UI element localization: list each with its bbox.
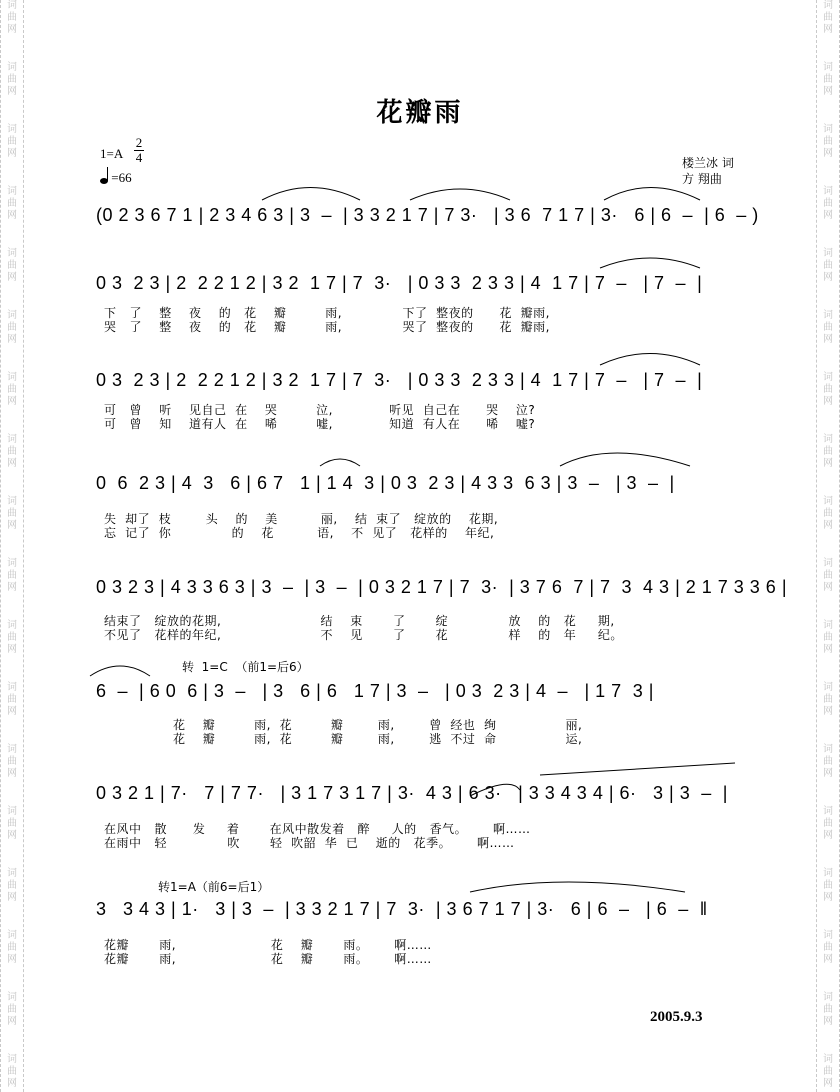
- watermark-char: 网: [7, 458, 17, 469]
- watermark-char: 网: [823, 582, 833, 593]
- lyric-verse-1: 花瓣 雨, 花 瓣 雨。 啊……: [104, 938, 432, 952]
- watermark-char: 曲: [7, 74, 17, 85]
- notation: 0 3 2 3 | 4 3 3 6 3 | 3 – | 3 – | 0 3 2 1 7 | 7 3· | 3 7 6 7 | 7 3 4 3 | 2 1 7 3 3 6 |: [96, 577, 787, 597]
- watermark-char: 网: [7, 396, 17, 407]
- watermark-char: 曲: [823, 1004, 833, 1015]
- watermark-char: 曲: [823, 384, 833, 395]
- watermark-char: 词: [823, 806, 833, 817]
- watermark-char: 网: [7, 520, 17, 531]
- watermark-char: 词: [823, 558, 833, 569]
- watermark-char: 网: [7, 954, 17, 965]
- watermark-char: 曲: [823, 818, 833, 829]
- score-line-8: [96, 880, 746, 968]
- score-line-2: [96, 272, 746, 342]
- lyric-verse-1: 结束了 绽放的花期, 结 束 了 绽 放 的 花 期,: [104, 614, 615, 628]
- watermark-char: 网: [823, 892, 833, 903]
- lyric-verse-1: 下 了 整 夜 的 花 瓣 雨, 下了 整夜的 花 瓣雨,: [104, 306, 550, 320]
- watermark-char: 词: [7, 806, 17, 817]
- meter-bottom: 4: [135, 150, 143, 165]
- right-margin-watermark: [816, 0, 840, 1092]
- watermark-char: 网: [7, 210, 17, 221]
- score-line-5: [96, 576, 787, 646]
- watermark-char: 词: [823, 62, 833, 73]
- watermark-char: 网: [823, 830, 833, 841]
- lyric-verse-2: 在雨中 轻 吹 轻 吹韶 华 已 逝的 花季。 啊……: [104, 836, 515, 850]
- notation: 0 6 2 3 | 4 3 6 | 6 7 1 | 1 4 3 | 0 3 2 3 | 4 3 3 6 3 | 3 – | 3 – |: [96, 473, 675, 493]
- watermark-char: 曲: [823, 508, 833, 519]
- watermark-char: 词: [7, 744, 17, 755]
- watermark-char: 曲: [7, 508, 17, 519]
- meter-top: 2: [135, 135, 143, 150]
- watermark-char: 网: [7, 148, 17, 159]
- watermark-char: 曲: [823, 446, 833, 457]
- watermark-char: 曲: [823, 570, 833, 581]
- watermark-char: 网: [823, 334, 833, 345]
- watermark-char: 网: [823, 644, 833, 655]
- watermark-char: 词: [7, 124, 17, 135]
- watermark-char: 词: [823, 930, 833, 941]
- watermark-char: 曲: [7, 136, 17, 147]
- score-line-6: [96, 660, 746, 750]
- watermark-char: 网: [7, 86, 17, 97]
- watermark-char: 词: [823, 186, 833, 197]
- watermark-char: 曲: [7, 694, 17, 705]
- song-title: 花瓣雨: [376, 98, 464, 128]
- watermark-char: 曲: [7, 384, 17, 395]
- watermark-char: 曲: [7, 942, 17, 953]
- key-signature: 1=A: [100, 146, 124, 161]
- watermark-char: 曲: [7, 756, 17, 767]
- watermark-char: 网: [7, 830, 17, 841]
- watermark-char: 曲: [823, 74, 833, 85]
- watermark-char: 网: [823, 86, 833, 97]
- score-line-1: [96, 204, 759, 244]
- watermark-char: 曲: [7, 322, 17, 333]
- watermark-char: 词: [823, 310, 833, 321]
- watermark-char: 曲: [7, 570, 17, 581]
- lyric-verse-1: 在风中 散 发 着 在风中散发着 醉 人的 香气。 啊……: [104, 822, 531, 836]
- notation: (0 2 3 6 7 1 | 2 3 4 6 3 | 3 – | 3 3 2 1 7 | 7 3· | 3 6 7 1 7 | 3· 6 | 6 – | 6 – ): [96, 205, 759, 225]
- lyric-verse-2: 不见了 花样的年纪, 不 见 了 花 样 的 年 纪。: [104, 628, 623, 642]
- watermark-char: 网: [7, 1016, 17, 1027]
- tempo-mark: [100, 170, 132, 186]
- watermark-char: 词: [7, 372, 17, 383]
- watermark-char: 曲: [823, 942, 833, 953]
- watermark-char: 网: [7, 582, 17, 593]
- watermark-char: 曲: [823, 694, 833, 705]
- lyric-verse-2: 哭 了 整 夜 的 花 瓣 雨, 哭了 整夜的 花 瓣雨,: [104, 320, 550, 334]
- composer-credit: 方 翔曲: [682, 172, 722, 186]
- watermark-char: 网: [823, 148, 833, 159]
- watermark-char: 曲: [823, 756, 833, 767]
- watermark-char: 词: [823, 0, 833, 11]
- watermark-char: 词: [823, 496, 833, 507]
- score-line-3: [96, 369, 746, 439]
- modulation-note: 转 1=C （前1=后6）: [182, 660, 309, 674]
- date-stamp: 2005.9.3: [650, 1009, 703, 1025]
- watermark-char: 词: [7, 0, 17, 11]
- watermark-char: 网: [823, 706, 833, 717]
- watermark-char: 曲: [823, 260, 833, 271]
- score-line-7: [96, 782, 746, 852]
- watermark-char: 词: [7, 620, 17, 631]
- watermark-char: 词: [7, 186, 17, 197]
- watermark-char: 曲: [7, 12, 17, 23]
- watermark-char: 曲: [823, 136, 833, 147]
- watermark-char: 词: [7, 1054, 17, 1065]
- watermark-char: 词: [7, 992, 17, 1003]
- watermark-char: 网: [823, 768, 833, 779]
- watermark-char: 词: [7, 434, 17, 445]
- lyric-verse-1: 可 曾 听 见自己 在 哭 泣, 听见 自己在 哭 泣?: [104, 403, 536, 417]
- watermark-char: 曲: [7, 880, 17, 891]
- lyric-verse-2: 忘 记了 你 的 花 语, 不 见了 花样的 年纪,: [104, 526, 495, 540]
- tempo-value: =66: [111, 170, 132, 185]
- watermark-char: 网: [823, 954, 833, 965]
- watermark-char: 曲: [823, 322, 833, 333]
- watermark-char: 曲: [7, 198, 17, 209]
- watermark-char: 词: [823, 434, 833, 445]
- watermark-char: 词: [7, 868, 17, 879]
- watermark-char: 词: [7, 310, 17, 321]
- watermark-char: 网: [7, 892, 17, 903]
- notation: 0 3 2 3 | 2 2 2 1 2 | 3 2 1 7 | 7 3· | 0 3 3 2 3 3 | 4 1 7 | 7 – | 7 – |: [96, 273, 703, 293]
- watermark-char: 词: [823, 620, 833, 631]
- watermark-char: 曲: [823, 198, 833, 209]
- lyricist-credit: 楼兰冰 词: [682, 156, 734, 170]
- lyric-verse-2: 可 曾 知 道有人 在 唏 嘘, 知道 有人在 唏 嘘?: [104, 417, 536, 431]
- watermark-char: 词: [7, 248, 17, 259]
- watermark-char: 曲: [7, 260, 17, 271]
- watermark-char: 网: [7, 272, 17, 283]
- watermark-char: 词: [823, 124, 833, 135]
- watermark-char: 网: [823, 458, 833, 469]
- watermark-char: 曲: [823, 632, 833, 643]
- watermark-char: 网: [7, 1078, 17, 1089]
- quarter-note-icon: [100, 178, 108, 184]
- watermark-char: 词: [823, 248, 833, 259]
- lyric-verse-1: 失 却了 枝 头 的 美 丽, 结 束了 绽放的 花期,: [104, 512, 499, 526]
- watermark-char: 曲: [7, 446, 17, 457]
- watermark-char: 曲: [823, 880, 833, 891]
- watermark-char: 网: [7, 706, 17, 717]
- watermark-char: 词: [7, 682, 17, 693]
- watermark-char: 词: [7, 930, 17, 941]
- watermark-char: 网: [823, 396, 833, 407]
- watermark-char: 词: [823, 744, 833, 755]
- watermark-char: 曲: [823, 12, 833, 23]
- time-signature: [134, 136, 144, 165]
- watermark-char: 曲: [7, 632, 17, 643]
- watermark-char: 网: [823, 1016, 833, 1027]
- lyric-verse-1: 花 瓣 雨, 花 瓣 雨, 曾 经也 绚 丽,: [104, 718, 583, 732]
- watermark-char: 网: [823, 24, 833, 35]
- watermark-char: 网: [7, 768, 17, 779]
- watermark-char: 词: [823, 1054, 833, 1065]
- watermark-char: 曲: [7, 818, 17, 829]
- watermark-char: 网: [7, 644, 17, 655]
- lyric-verse-2: 花瓣 雨, 花 瓣 雨。 啊……: [104, 952, 432, 966]
- watermark-char: 词: [823, 372, 833, 383]
- notation: 0 3 2 1 | 7· 7 | 7 7· | 3 1 7 3 1 7 | 3· 4 3 | 6 3· | 3 3 4 3 4 | 6· 3 | 3 – |: [96, 783, 728, 803]
- score-line-4: [96, 472, 746, 542]
- watermark-char: 词: [7, 62, 17, 73]
- watermark-char: 网: [7, 24, 17, 35]
- watermark-char: 网: [823, 520, 833, 531]
- left-margin-watermark: [0, 0, 24, 1092]
- watermark-char: 网: [823, 210, 833, 221]
- watermark-char: 词: [823, 682, 833, 693]
- watermark-char: 曲: [823, 1066, 833, 1077]
- notation: 6 – | 6 0 6 | 3 – | 3 6 | 6 1 7 | 3 – | 0 3 2 3 | 4 – | 1 7 3 |: [96, 681, 654, 701]
- notation: 0 3 2 3 | 2 2 2 1 2 | 3 2 1 7 | 7 3· | 0 3 3 2 3 3 | 4 1 7 | 7 – | 7 – |: [96, 370, 703, 390]
- watermark-char: 网: [7, 334, 17, 345]
- lyric-verse-2: 花 瓣 雨, 花 瓣 雨, 逃 不过 命 运,: [104, 732, 583, 746]
- watermark-char: 词: [7, 496, 17, 507]
- watermark-char: 网: [823, 1078, 833, 1089]
- watermark-char: 曲: [7, 1004, 17, 1015]
- modulation-note: 转1=A（前6=后1）: [158, 880, 270, 894]
- notation: 3 3 4 3 | 1· 3 | 3 – | 3 3 2 1 7 | 7 3· | 3 6 7 1 7 | 3· 6 | 6 – | 6 – ‖: [96, 899, 708, 919]
- watermark-char: 网: [823, 272, 833, 283]
- watermark-char: 曲: [7, 1066, 17, 1077]
- watermark-char: 词: [823, 868, 833, 879]
- watermark-char: 词: [823, 992, 833, 1003]
- watermark-char: 词: [7, 558, 17, 569]
